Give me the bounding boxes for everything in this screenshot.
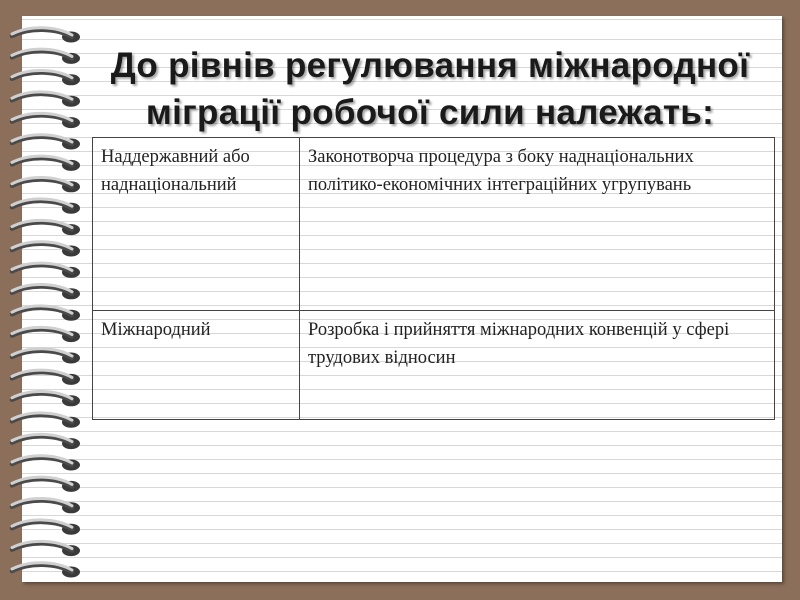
binding-ring-icon [12, 285, 80, 300]
binding-ring-icon [12, 563, 80, 578]
binding-ring-icon [12, 434, 80, 449]
binding-ring-icon [12, 135, 80, 150]
binding-ring-icon [12, 306, 80, 321]
binding-ring-icon [12, 520, 80, 535]
binding-ring-icon [12, 242, 80, 257]
regulation-levels-table [92, 137, 775, 420]
binding-ring-icon [12, 199, 80, 214]
binding-ring-icon [12, 92, 80, 107]
binding-ring-icon [12, 413, 80, 428]
binding-ring-icon [12, 327, 80, 342]
binding-ring-icon [12, 263, 80, 278]
binding-ring-icon [12, 392, 80, 407]
binding-ring-icon [12, 49, 80, 64]
level-cell: Міжнародний [93, 311, 300, 420]
binding-ring-icon [12, 156, 80, 171]
level-cell: Наддержавний або наднаціональний [93, 138, 300, 311]
description-cell: Законотворча процедура з боку наднаціональних політико-економічних інтеграційних угрупувань [300, 138, 775, 311]
binding-ring-icon [12, 499, 80, 514]
binding-ring-icon [12, 71, 80, 86]
binding-ring-icon [12, 113, 80, 128]
slide-title [90, 42, 770, 136]
binding-ring-icon [12, 370, 80, 385]
title-line-2: міграції робочої сили належать: [145, 93, 715, 132]
binding-ring-icon [12, 178, 80, 193]
binding-ring-icon [12, 477, 80, 492]
binding-ring-icon [12, 456, 80, 471]
binding-ring-icon [12, 541, 80, 556]
binding-ring-icon [12, 220, 80, 235]
table-row [93, 311, 775, 420]
binding-ring-icon [12, 349, 80, 364]
binding-ring-icon [12, 28, 80, 43]
table-row [93, 138, 775, 311]
title-line-1: До рівнів регулювання міжнародної [110, 46, 750, 85]
description-cell: Розробка і прийняття міжнародних конвенцій у сфері трудових відносин [300, 311, 775, 420]
